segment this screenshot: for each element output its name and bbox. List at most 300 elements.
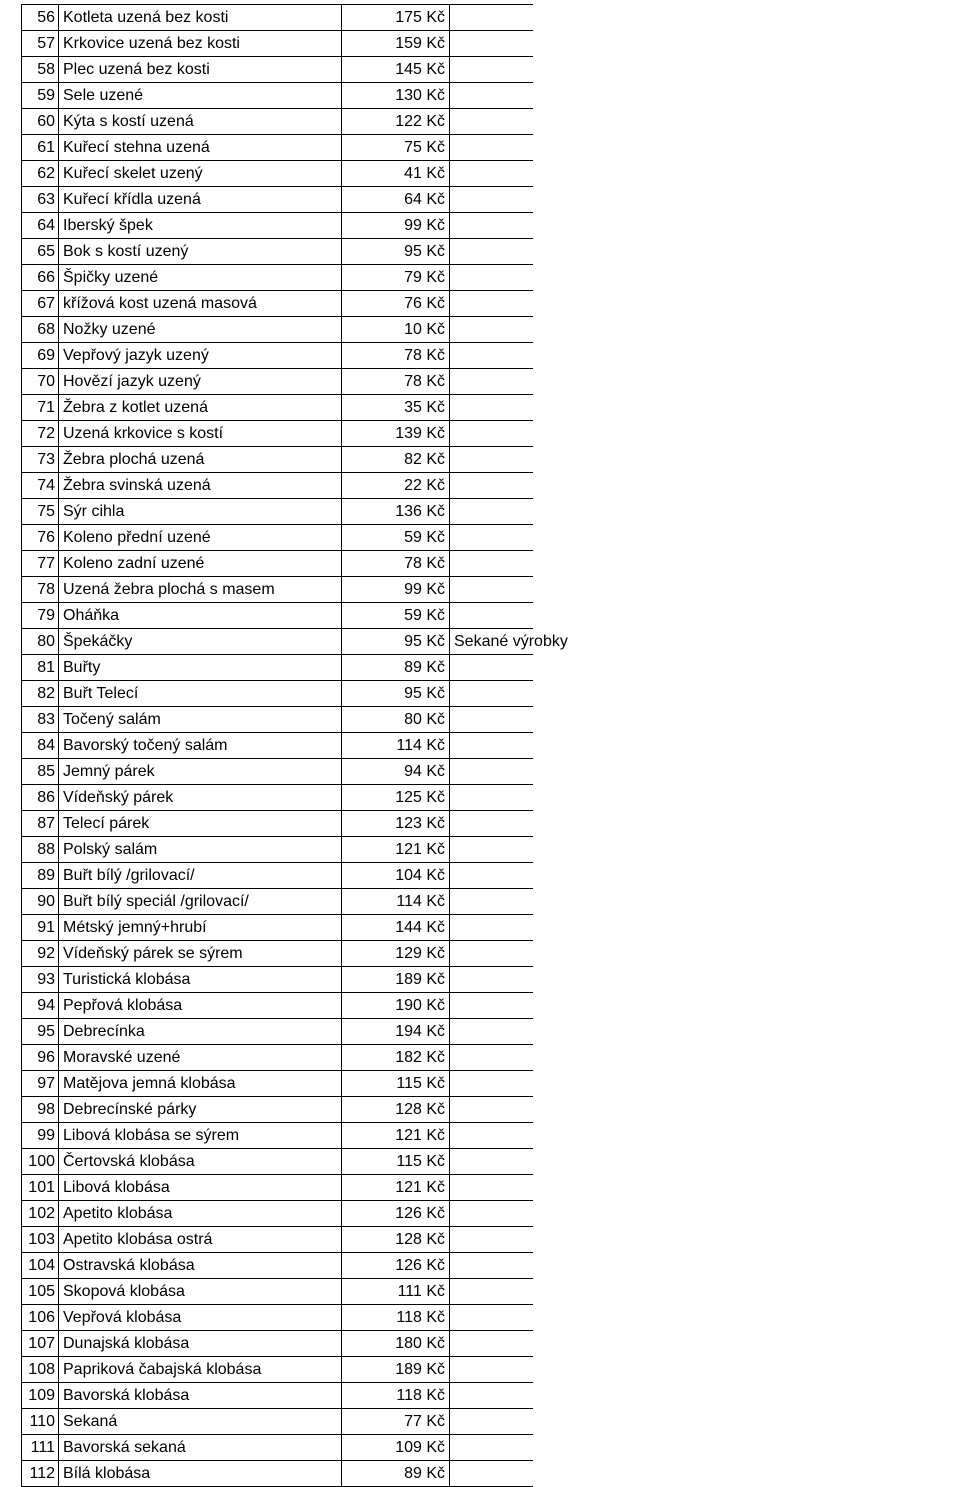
table-row (22, 1149, 533, 1175)
row-number: 93 (37, 971, 55, 988)
table-row (22, 83, 533, 109)
row-number: 56 (37, 9, 55, 26)
product-name-cell (59, 291, 342, 317)
product-name-cell (59, 369, 342, 395)
product-name-cell (59, 1201, 342, 1227)
row-number-cell (22, 83, 59, 109)
product-name: Bok s kostí uzený (63, 243, 189, 260)
product-name: Bavorská klobása (63, 1387, 190, 1404)
category-label-cell (450, 109, 533, 135)
product-price-cell (342, 629, 450, 655)
row-number-cell (22, 213, 59, 239)
row-number: 94 (37, 997, 55, 1014)
product-name-cell (59, 811, 342, 837)
product-name: Sekaná (63, 1413, 118, 1430)
product-name-cell (59, 1123, 342, 1149)
product-price-cell (342, 421, 450, 447)
row-number-cell (22, 31, 59, 57)
category-label-cell (450, 213, 533, 239)
product-price-cell (342, 1149, 450, 1175)
product-price: 95 Kč (404, 243, 445, 260)
category-label-cell (450, 447, 533, 473)
row-number: 71 (37, 399, 55, 416)
row-number-cell (22, 967, 59, 993)
row-number: 60 (37, 113, 55, 130)
product-name-cell (59, 1149, 342, 1175)
row-number-cell (22, 577, 59, 603)
product-price-cell (342, 707, 450, 733)
product-name: Ostravská klobása (63, 1257, 195, 1274)
product-name: Kotleta uzená bez kosti (63, 9, 229, 26)
table-row (22, 1071, 533, 1097)
product-price-cell (342, 1279, 450, 1305)
table-row (22, 889, 533, 915)
category-label-cell (450, 785, 533, 811)
row-number-cell (22, 1331, 59, 1357)
row-number: 84 (37, 737, 55, 754)
category-label-cell (450, 1461, 533, 1487)
product-name: Sýr cihla (63, 503, 125, 520)
row-number-cell (22, 1435, 59, 1461)
product-price-cell (342, 915, 450, 941)
row-number-cell (22, 655, 59, 681)
product-name: Telecí párek (63, 815, 150, 832)
product-price: 59 Kč (404, 607, 445, 624)
category-label-cell (450, 343, 533, 369)
category-label-cell (450, 1227, 533, 1253)
product-name: Buřt Telecí (63, 685, 139, 702)
row-number-cell (22, 785, 59, 811)
product-name: Papriková čabajská klobása (63, 1361, 262, 1378)
product-name-cell (59, 499, 342, 525)
product-name: křížová kost uzená masová (63, 295, 257, 312)
product-name-cell (59, 1175, 342, 1201)
table-row (22, 681, 533, 707)
category-label-cell (450, 577, 533, 603)
row-number: 74 (37, 477, 55, 494)
row-number: 112 (29, 1465, 55, 1482)
row-number-cell (22, 629, 59, 655)
product-price: 77 Kč (404, 1413, 445, 1430)
product-price: 189 Kč (395, 971, 445, 988)
product-name: Plec uzená bez kosti (63, 61, 210, 78)
row-number: 110 (29, 1413, 55, 1430)
product-name-cell (59, 31, 342, 57)
product-price: 82 Kč (404, 451, 445, 468)
row-number: 72 (37, 425, 55, 442)
product-price-cell (342, 733, 450, 759)
table-row (22, 395, 533, 421)
row-number-cell (22, 1149, 59, 1175)
table-row (22, 603, 533, 629)
table-row (22, 187, 533, 213)
product-price: 128 Kč (395, 1231, 445, 1248)
row-number: 75 (37, 503, 55, 520)
product-price-cell (342, 1123, 450, 1149)
product-name: Métský jemný+hrubí (63, 919, 207, 936)
row-number: 68 (37, 321, 55, 338)
row-number: 82 (37, 685, 55, 702)
category-label-cell (450, 1097, 533, 1123)
category-label-cell (450, 1305, 533, 1331)
product-price: 144 Kč (395, 919, 445, 936)
product-name-cell (59, 837, 342, 863)
table-row (22, 733, 533, 759)
category-label-cell (450, 1435, 533, 1461)
product-name: Koleno zadní uzené (63, 555, 205, 572)
row-number-cell (22, 941, 59, 967)
product-price: 111 Kč (397, 1283, 445, 1300)
row-number-cell (22, 1357, 59, 1383)
category-label-cell (450, 681, 533, 707)
product-price-cell (342, 343, 450, 369)
product-name: Bavorský točený salám (63, 737, 228, 754)
product-price-cell (342, 5, 450, 31)
table-row (22, 915, 533, 941)
product-name: Buřty (63, 659, 101, 676)
row-number-cell (22, 187, 59, 213)
product-price-cell (342, 681, 450, 707)
product-price-cell (342, 213, 450, 239)
row-number: 85 (37, 763, 55, 780)
row-number: 87 (37, 815, 55, 832)
row-number: 65 (37, 243, 55, 260)
row-number-cell (22, 681, 59, 707)
row-number-cell (22, 369, 59, 395)
product-price-cell (342, 551, 450, 577)
row-number: 61 (37, 139, 55, 156)
row-number-cell (22, 1123, 59, 1149)
row-number: 102 (28, 1205, 55, 1222)
product-price-cell (342, 395, 450, 421)
product-price-cell (342, 863, 450, 889)
category-label-cell (450, 1409, 533, 1435)
row-number-cell (22, 421, 59, 447)
row-number: 96 (37, 1049, 55, 1066)
product-price-cell (342, 1461, 450, 1487)
row-number-cell (22, 1279, 59, 1305)
row-number: 92 (37, 945, 55, 962)
table-row (22, 525, 533, 551)
product-name-cell (59, 213, 342, 239)
row-number: 90 (37, 893, 55, 910)
category-label-cell (450, 525, 533, 551)
category-label-cell (450, 811, 533, 837)
product-price-cell (342, 1409, 450, 1435)
category-label-cell (450, 187, 533, 213)
row-number: 106 (28, 1309, 55, 1326)
category-label-cell (450, 369, 533, 395)
price-list-sheet (21, 4, 568, 1487)
product-price: 79 Kč (404, 269, 445, 286)
table-row (22, 551, 533, 577)
product-name: Polský salám (63, 841, 158, 858)
product-name-cell (59, 759, 342, 785)
product-price-cell (342, 1019, 450, 1045)
row-number: 98 (37, 1101, 55, 1118)
table-row (22, 1045, 533, 1071)
product-name-cell (59, 5, 342, 31)
product-name: Buřt bílý speciál /grilovací/ (63, 893, 249, 910)
product-name-cell (59, 863, 342, 889)
category-label-cell (450, 1331, 533, 1357)
row-number: 77 (37, 555, 55, 572)
category-label-cell (450, 473, 533, 499)
product-price-cell (342, 785, 450, 811)
category-label-cell (450, 239, 533, 265)
product-name-cell (59, 1097, 342, 1123)
category-label-cell (450, 1253, 533, 1279)
product-price-cell (342, 83, 450, 109)
product-price-cell (342, 1435, 450, 1461)
row-number: 62 (37, 165, 55, 182)
price-table (21, 4, 568, 1487)
row-number-cell (22, 1045, 59, 1071)
category-label-cell (450, 1175, 533, 1201)
product-price: 41 Kč (404, 165, 445, 182)
row-number-cell (22, 395, 59, 421)
table-row (22, 447, 533, 473)
product-name: Hovězí jazyk uzený (63, 373, 201, 390)
category-label-cell (450, 1019, 533, 1045)
category-label-cell (450, 83, 533, 109)
product-price: 118 Kč (396, 1387, 445, 1404)
product-name-cell (59, 1331, 342, 1357)
product-price-cell (342, 239, 450, 265)
product-price-cell (342, 1305, 450, 1331)
product-price-cell (342, 889, 450, 915)
product-price-cell (342, 161, 450, 187)
table-row (22, 577, 533, 603)
row-number: 66 (37, 269, 55, 286)
product-name: Čertovská klobása (63, 1153, 195, 1170)
row-number-cell (22, 1019, 59, 1045)
product-name-cell (59, 1071, 342, 1097)
product-name: Iberský špek (63, 217, 153, 234)
table-row (22, 1019, 533, 1045)
product-price: 180 Kč (395, 1335, 445, 1352)
product-name-cell (59, 733, 342, 759)
row-number: 73 (37, 451, 55, 468)
table-row (22, 1097, 533, 1123)
product-price: 115 Kč (396, 1153, 445, 1170)
product-name: Uzená žebra plochá s masem (63, 581, 275, 598)
product-name-cell (59, 1045, 342, 1071)
product-price-cell (342, 993, 450, 1019)
table-row (22, 369, 533, 395)
table-row (22, 759, 533, 785)
product-name: Debrecínské párky (63, 1101, 197, 1118)
table-row (22, 1201, 533, 1227)
category-label-cell (450, 421, 533, 447)
table-row (22, 1123, 533, 1149)
product-price: 94 Kč (404, 763, 445, 780)
product-price-cell (342, 1253, 450, 1279)
row-number: 69 (37, 347, 55, 364)
product-price: 35 Kč (404, 399, 445, 416)
row-number: 95 (37, 1023, 55, 1040)
row-number-cell (22, 161, 59, 187)
product-name-cell (59, 1357, 342, 1383)
row-number-cell (22, 1461, 59, 1487)
row-number: 101 (28, 1179, 55, 1196)
product-price: 130 Kč (395, 87, 445, 104)
row-number-cell (22, 5, 59, 31)
row-number-cell (22, 837, 59, 863)
row-number-cell (22, 1253, 59, 1279)
category-label-cell (450, 941, 533, 967)
product-name: Koleno přední uzené (63, 529, 211, 546)
table-row (22, 499, 533, 525)
product-price-cell (342, 1175, 450, 1201)
product-price: 75 Kč (404, 139, 445, 156)
product-name: Točený salám (63, 711, 161, 728)
row-number-cell (22, 343, 59, 369)
row-number: 83 (37, 711, 55, 728)
row-number: 88 (37, 841, 55, 858)
product-price-cell (342, 499, 450, 525)
row-number-cell (22, 499, 59, 525)
product-name-cell (59, 395, 342, 421)
product-name: Kuřecí stehna uzená (63, 139, 210, 156)
table-row (22, 1227, 533, 1253)
product-price-cell (342, 291, 450, 317)
product-name-cell (59, 317, 342, 343)
row-number: 78 (37, 581, 55, 598)
product-name: Libová klobása se sýrem (63, 1127, 240, 1144)
row-number-cell (22, 109, 59, 135)
table-row (22, 811, 533, 837)
product-name: Apetito klobása (63, 1205, 173, 1222)
product-name: Bavorská sekaná (63, 1439, 186, 1456)
product-price: 125 Kč (395, 789, 445, 806)
product-price-cell (342, 577, 450, 603)
product-name: Kuřecí křídla uzená (63, 191, 201, 208)
product-name: Bílá klobása (63, 1465, 151, 1482)
category-label-cell (450, 1123, 533, 1149)
product-price: 10 Kč (404, 321, 445, 338)
product-price: 78 Kč (404, 347, 445, 364)
product-price-cell (342, 525, 450, 551)
product-name-cell (59, 1461, 342, 1487)
product-name-cell (59, 603, 342, 629)
category-label-cell (450, 317, 533, 343)
row-number: 81 (37, 659, 55, 676)
product-name: Dunajská klobása (63, 1335, 190, 1352)
product-price-cell (342, 967, 450, 993)
row-number-cell (22, 863, 59, 889)
category-label-cell (450, 31, 533, 57)
product-price-cell (342, 473, 450, 499)
table-row (22, 317, 533, 343)
product-price: 109 Kč (395, 1439, 445, 1456)
table-row (22, 291, 533, 317)
product-price: 118 Kč (396, 1309, 445, 1326)
row-number-cell (22, 1071, 59, 1097)
product-name: Oháňka (63, 607, 120, 624)
category-label-cell (450, 707, 533, 733)
row-number-cell (22, 473, 59, 499)
table-row (22, 629, 533, 655)
row-number: 99 (37, 1127, 55, 1144)
category-label-cell (450, 837, 533, 863)
row-number: 76 (37, 529, 55, 546)
product-name: Libová klobása (63, 1179, 170, 1196)
category-label-cell (450, 1071, 533, 1097)
product-price: 182 Kč (395, 1049, 445, 1066)
table-row (22, 5, 533, 31)
product-price-cell (342, 31, 450, 57)
table-row (22, 837, 533, 863)
table-row (22, 1253, 533, 1279)
product-name-cell (59, 1305, 342, 1331)
category-label-cell (450, 863, 533, 889)
product-price: 99 Kč (404, 581, 445, 598)
product-name-cell (59, 265, 342, 291)
product-price: 76 Kč (404, 295, 445, 312)
category-label-cell (450, 291, 533, 317)
row-number-cell (22, 525, 59, 551)
product-name-cell (59, 967, 342, 993)
row-number: 108 (28, 1361, 55, 1378)
product-price: 123 Kč (395, 815, 445, 832)
product-price-cell (342, 759, 450, 785)
category-label-cell (450, 967, 533, 993)
row-number: 103 (28, 1231, 55, 1248)
row-number: 70 (37, 373, 55, 390)
product-name: Špičky uzené (63, 269, 159, 286)
row-number-cell (22, 811, 59, 837)
product-price-cell (342, 1097, 450, 1123)
product-name-cell (59, 1383, 342, 1409)
product-name-cell (59, 889, 342, 915)
product-name: Turistická klobása (63, 971, 191, 988)
category-label-cell (450, 395, 533, 421)
product-name: Krkovice uzená bez kosti (63, 35, 240, 52)
row-number-cell (22, 1201, 59, 1227)
table-row (22, 1461, 533, 1487)
product-name-cell (59, 629, 342, 655)
product-name-cell (59, 655, 342, 681)
product-price: 59 Kč (404, 529, 445, 546)
category-label-cell (450, 5, 533, 31)
row-number-cell (22, 291, 59, 317)
product-name-cell (59, 551, 342, 577)
product-price: 114 Kč (396, 737, 445, 754)
product-price-cell (342, 57, 450, 83)
product-name: Sele uzené (63, 87, 144, 104)
product-name-cell (59, 525, 342, 551)
product-name-cell (59, 83, 342, 109)
product-name-cell (59, 1435, 342, 1461)
table-row (22, 161, 533, 187)
product-name: Vepřový jazyk uzený (63, 347, 209, 364)
product-name: Žebra plochá uzená (63, 451, 205, 468)
product-name-cell (59, 577, 342, 603)
product-name-cell (59, 109, 342, 135)
product-name: Uzená krkovice s kostí (63, 425, 224, 442)
product-price: 99 Kč (404, 217, 445, 234)
product-price: 190 Kč (395, 997, 445, 1014)
table-row (22, 1383, 533, 1409)
product-price: 128 Kč (395, 1101, 445, 1118)
product-price-cell (342, 655, 450, 681)
table-row (22, 31, 533, 57)
product-name-cell (59, 1019, 342, 1045)
row-number: 89 (37, 867, 55, 884)
row-number-cell (22, 915, 59, 941)
category-label-cell (450, 993, 533, 1019)
